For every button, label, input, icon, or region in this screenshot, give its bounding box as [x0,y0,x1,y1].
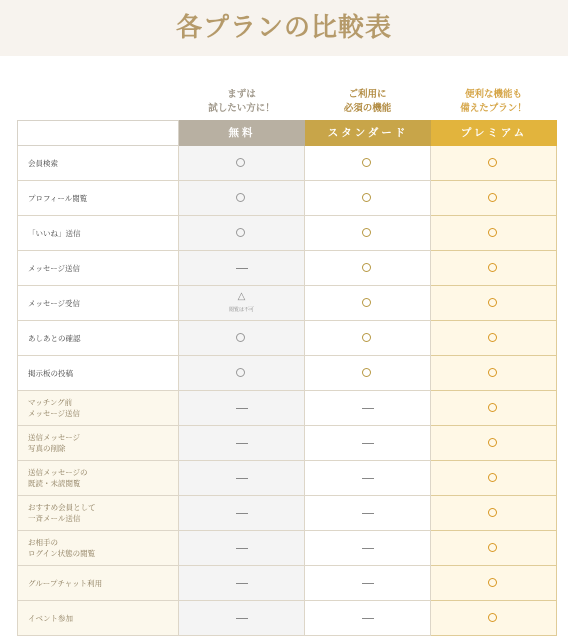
standard-plan-cell [305,496,431,531]
free-plan-cell [179,496,305,531]
table-row [17,251,557,286]
premium-plan-cell [431,496,557,531]
feature-label-text: 「いいね」送信 [28,228,81,238]
table-row [17,356,557,391]
standard-plan-cell [305,356,431,391]
premium-plan-cell [431,566,557,601]
circle-icon [488,228,497,237]
feature-label-text: おすすめ会員として 一斉メール送信 [28,503,96,523]
triangle-icon: △ [237,291,246,302]
header-corner [17,120,179,146]
table-row [17,531,557,566]
circle-icon [362,298,371,307]
dash-icon [362,443,374,444]
premium-plan-cell [431,531,557,566]
circle-icon [488,403,497,412]
table-row [17,181,557,216]
dash-icon [236,268,248,269]
circle-icon [488,508,497,517]
dash-icon [362,408,374,409]
circle-icon [236,158,245,167]
dash-icon [236,443,248,444]
page-title: 各プランの比較表 [175,13,392,43]
standard-plan-cell [305,601,431,636]
premium-tagline-line1: 便利な機能も [464,89,522,100]
free-plan-cell [179,531,305,566]
dash-icon [236,618,248,619]
standard-plan-cell [305,461,431,496]
circle-icon [488,193,497,202]
standard-plan-cell [305,321,431,356]
free-plan-cell [179,146,305,181]
table-row [17,286,557,321]
feature-label [17,601,179,636]
feature-label-text: メッセージ送信 [28,263,81,273]
premium-plan-cell [431,356,557,391]
dash-icon [362,478,374,479]
table-row [17,566,557,601]
standard-plan-cell [305,216,431,251]
partial-note: 閲覧は不可 [228,307,254,313]
free-tagline-line2: 試したい方に！ [208,103,275,114]
premium-plan-cell [431,216,557,251]
feature-label-text: グループチャット利用 [28,578,103,588]
dash-icon [236,583,248,584]
circle-icon [488,578,497,587]
table-row [17,321,557,356]
premium-plan-cell [431,601,557,636]
dash-icon [236,408,248,409]
premium-plan-cell [431,461,557,496]
feature-label [17,391,179,426]
circle-icon [488,473,497,482]
free-plan-cell [179,321,305,356]
premium-plan-cell [431,146,557,181]
standard-plan-cell [305,251,431,286]
feature-label [17,566,179,601]
premium-plan-cell [431,286,557,321]
circle-icon [362,368,371,377]
circle-icon [488,333,497,342]
free-plan-cell [179,566,305,601]
feature-label [17,286,179,321]
free-plan-cell [179,391,305,426]
standard-plan-cell [305,286,431,321]
free-plan-cell [179,216,305,251]
table-row [17,461,557,496]
feature-label-text: イベント参加 [28,613,73,623]
circle-icon [236,333,245,342]
free-plan-cell [179,286,305,321]
free-tagline-line1: まずは [227,89,256,100]
circle-icon [236,193,245,202]
standard-tagline [305,88,430,116]
dash-icon [362,583,374,584]
table-row [17,216,557,251]
premium-plan-cell [431,251,557,286]
feature-label [17,216,179,251]
standard-tagline-line1: ご利用に [348,89,387,100]
circle-icon [362,263,371,272]
feature-label-text: メッセージ受信 [28,298,81,308]
feature-label [17,356,179,391]
standard-plan-cell [305,181,431,216]
dash-icon [236,478,248,479]
standard-tagline-line2: 必須の機能 [343,103,392,114]
plan-taglines [0,88,568,118]
feature-label-text: 会員検索 [28,158,58,168]
table-row [17,146,557,181]
comparison-table [17,120,557,636]
premium-plan-cell [431,391,557,426]
feature-label [17,426,179,461]
feature-label-text: 掲示板の投稿 [28,368,73,378]
plan-header-free: 無料 [179,120,305,146]
feature-label [17,146,179,181]
dash-icon [236,513,248,514]
premium-tagline [431,88,556,116]
free-plan-cell [179,601,305,636]
feature-label [17,181,179,216]
standard-plan-cell [305,426,431,461]
feature-label [17,496,179,531]
circle-icon [362,333,371,342]
circle-icon [488,263,497,272]
plan-header-premium: プレミアム [431,120,557,146]
circle-icon [236,228,245,237]
free-plan-cell [179,356,305,391]
feature-label-text: お相手の ログイン状態の閲覧 [28,538,96,558]
circle-icon [236,368,245,377]
dash-icon [362,548,374,549]
feature-label [17,531,179,566]
circle-icon [488,613,497,622]
circle-icon [488,298,497,307]
circle-icon [362,193,371,202]
free-plan-cell [179,461,305,496]
circle-icon [362,228,371,237]
feature-label-text: あしあとの確認 [28,333,81,343]
dash-icon [362,513,374,514]
table-row [17,426,557,461]
table-row [17,391,557,426]
feature-label [17,321,179,356]
free-plan-cell [179,181,305,216]
feature-label [17,461,179,496]
circle-icon [362,158,371,167]
table-row [17,601,557,636]
table-row [17,496,557,531]
circle-icon [488,543,497,552]
feature-label [17,251,179,286]
circle-icon [488,438,497,447]
free-plan-cell [179,251,305,286]
free-plan-cell [179,426,305,461]
feature-label-text: マッチング前 メッセージ送信 [28,398,81,418]
circle-icon [488,368,497,377]
standard-plan-cell [305,146,431,181]
dash-icon [236,548,248,549]
feature-label-text: 送信メッセージの 既読・未読閲覧 [28,468,88,488]
standard-plan-cell [305,531,431,566]
plan-header-standard: スタンダード [305,120,431,146]
free-tagline [179,88,304,116]
table-header [17,120,557,146]
circle-icon [488,158,497,167]
feature-label-text: 送信メッセージ 写真の削除 [28,433,81,453]
standard-plan-cell [305,566,431,601]
dash-icon [362,618,374,619]
premium-plan-cell [431,181,557,216]
feature-label-text: プロフィール閲覧 [28,193,88,203]
standard-plan-cell [305,391,431,426]
premium-plan-cell [431,426,557,461]
premium-tagline-line2: 備えたプラン！ [460,103,527,114]
table-body [17,146,557,636]
premium-plan-cell [431,321,557,356]
